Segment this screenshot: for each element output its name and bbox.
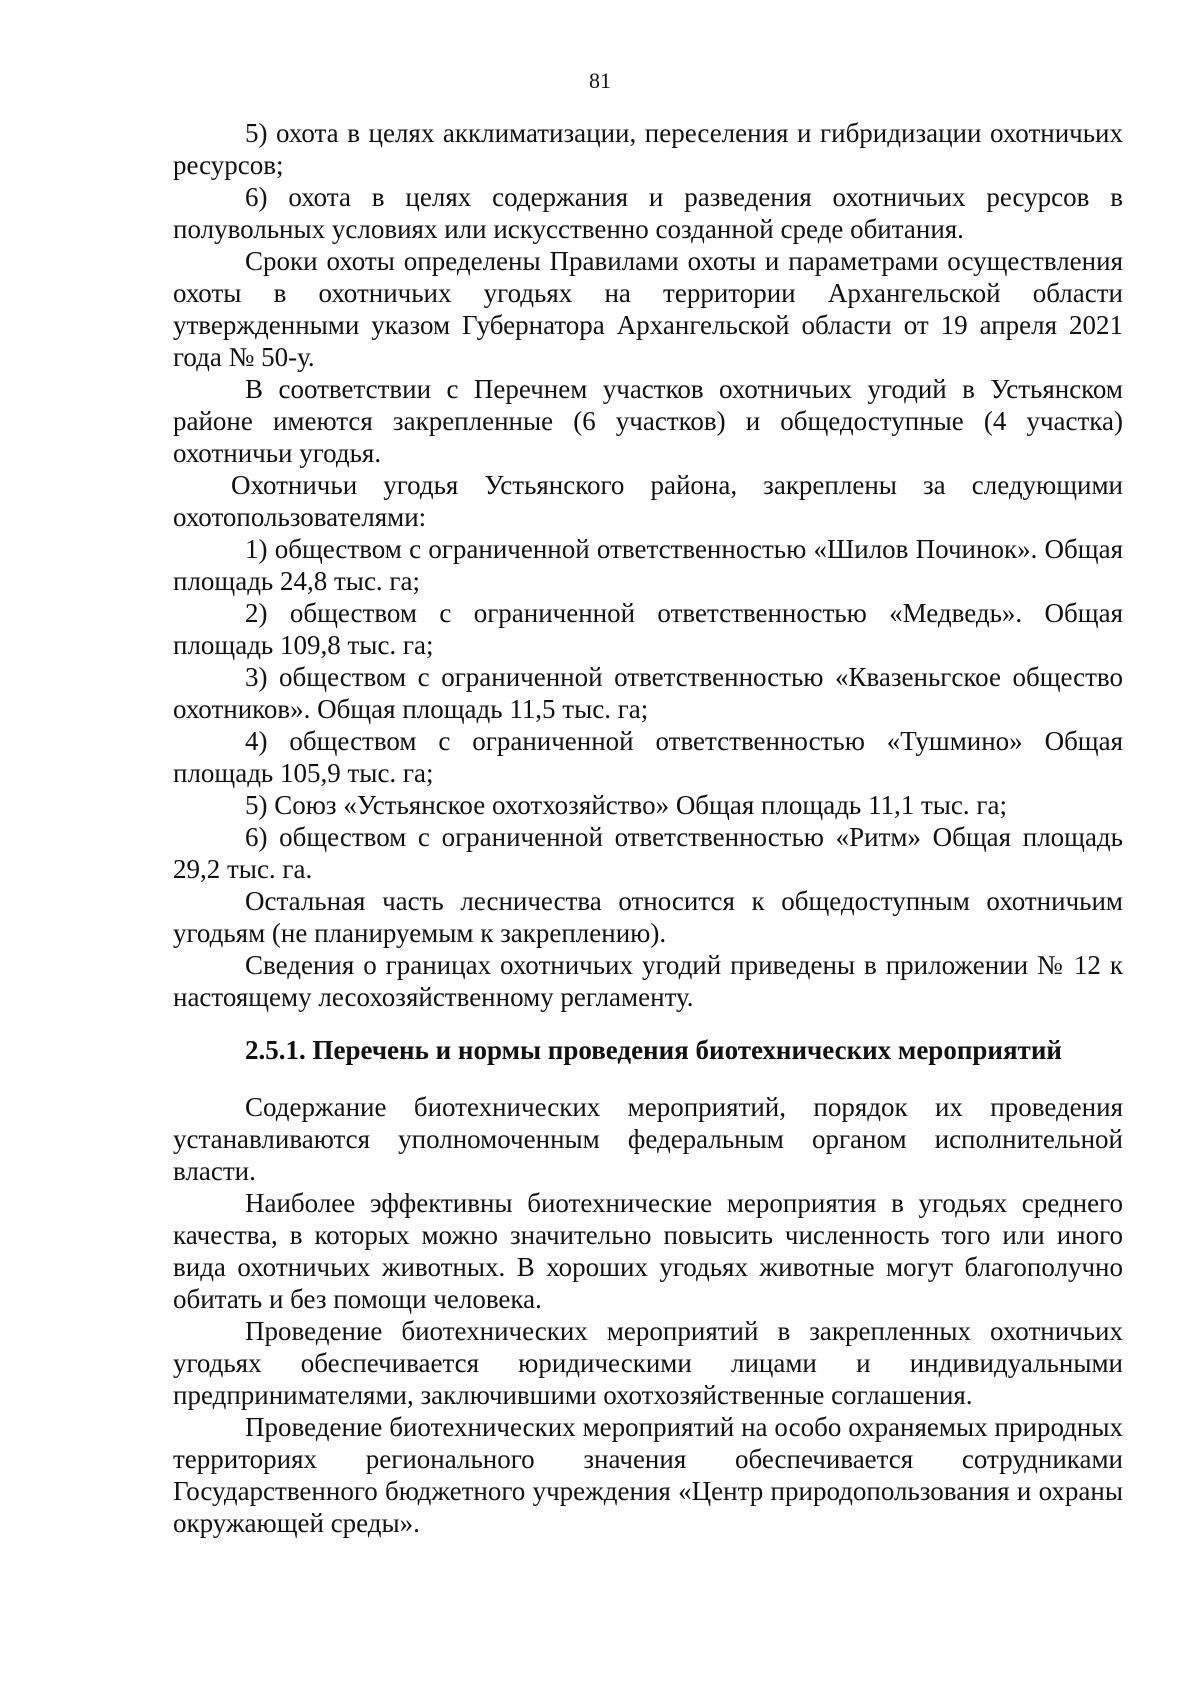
- list-item-tushmino: 4) обществом с ограниченной ответственностью «Тушмино» Общая площадь 105,9 тыс. га;: [173, 726, 1123, 788]
- heading-spacer: [173, 1066, 1123, 1091]
- paragraph-biotech-content: Содержание биотехнических мероприятий, порядок их проведения устанавливаются уполномоченным федеральным органом исполнительной власти.: [173, 1092, 1123, 1186]
- paragraph-hunting-grounds-list: В соответствии с Перечнем участков охотничьих угодий в Устьянском районе имеются закрепленные (6 участков) и общедоступные (4 участка) охотничьи угодья.: [173, 374, 1123, 468]
- paragraph-biotech-effective: Наиболее эффективны биотехнические мероприятия в угодьях среднего качества, в которых можно значительно повысить численность того или иного вида охотничьих животных. В хороших угодьях животные могут благополучно обитать и без помощи человека.: [173, 1188, 1123, 1314]
- paragraph-hunting-acclimatization: 5) охота в целях акклиматизации, переселения и гибридизации охотничьих ресурсов;: [173, 118, 1123, 180]
- paragraph-assigned-grounds: Охотничьи угодья Устьянского района, закреплены за следующими охотопользователями:: [173, 470, 1123, 532]
- page-number: 81: [589, 68, 611, 93]
- paragraph-biotech-assigned: Проведение биотехнических мероприятий в закрепленных охотничьих угодьях обеспечивается юридическими лицами и индивидуальными предпринимателями, заключившими охотхозяйственные соглашения.: [173, 1316, 1123, 1410]
- list-item-ritm: 6) обществом с ограниченной ответственностью «Ритм» Общая площадь 29,2 тыс. га.: [173, 822, 1123, 884]
- paragraph-hunting-semi-free: 6) охота в целях содержания и разведения охотничьих ресурсов в полувольных условиях или искусственно созданной среде обитания.: [173, 182, 1123, 244]
- list-item-medved: 2) обществом с ограниченной ответственностью «Медведь». Общая площадь 109,8 тыс. га;: [173, 598, 1123, 660]
- paragraph-public-grounds: Остальная часть лесничества относится к общедоступным охотничьим угодьям (не планируемым к закреплению).: [173, 886, 1123, 948]
- paragraph-biotech-protected: Проведение биотехнических мероприятий на особо охраняемых природных территориях регионального значения обеспечивается сотрудниками Государственного бюджетного учреждения «Центр природопользования и охраны окружающей среды».: [173, 1412, 1123, 1538]
- paragraph-boundaries-appendix: Сведения о границах охотничьих угодий приведены в приложении № 12 к настоящему лесохозяйственному регламенту.: [173, 950, 1123, 1012]
- list-item-kvazengskoe: 3) обществом с ограниченной ответственностью «Квазеньгское общество охотников». Общая площадь 11,5 тыс. га;: [173, 662, 1123, 724]
- list-item-ustyanskoe: 5) Союз «Устьянское охотхозяйство» Общая площадь 11,1 тыс. га;: [245, 790, 1007, 820]
- section-heading: 2.5.1. Перечень и нормы проведения биотехнических мероприятий: [245, 1035, 1062, 1065]
- paragraph-hunting-terms: Сроки охоты определены Правилами охоты и параметрами осуществления охоты в охотничьих угодьях на территории Архангельской области утвержденными указом Губернатора Архангельской области от 19 апреля 2021 года № 50-у.: [173, 246, 1123, 372]
- document-body: [173, 117, 1123, 1539]
- list-item-shilov-pochinok: 1) обществом с ограниченной ответственностью «Шилов Починок». Общая площадь 24,8 тыс. га;: [173, 534, 1123, 596]
